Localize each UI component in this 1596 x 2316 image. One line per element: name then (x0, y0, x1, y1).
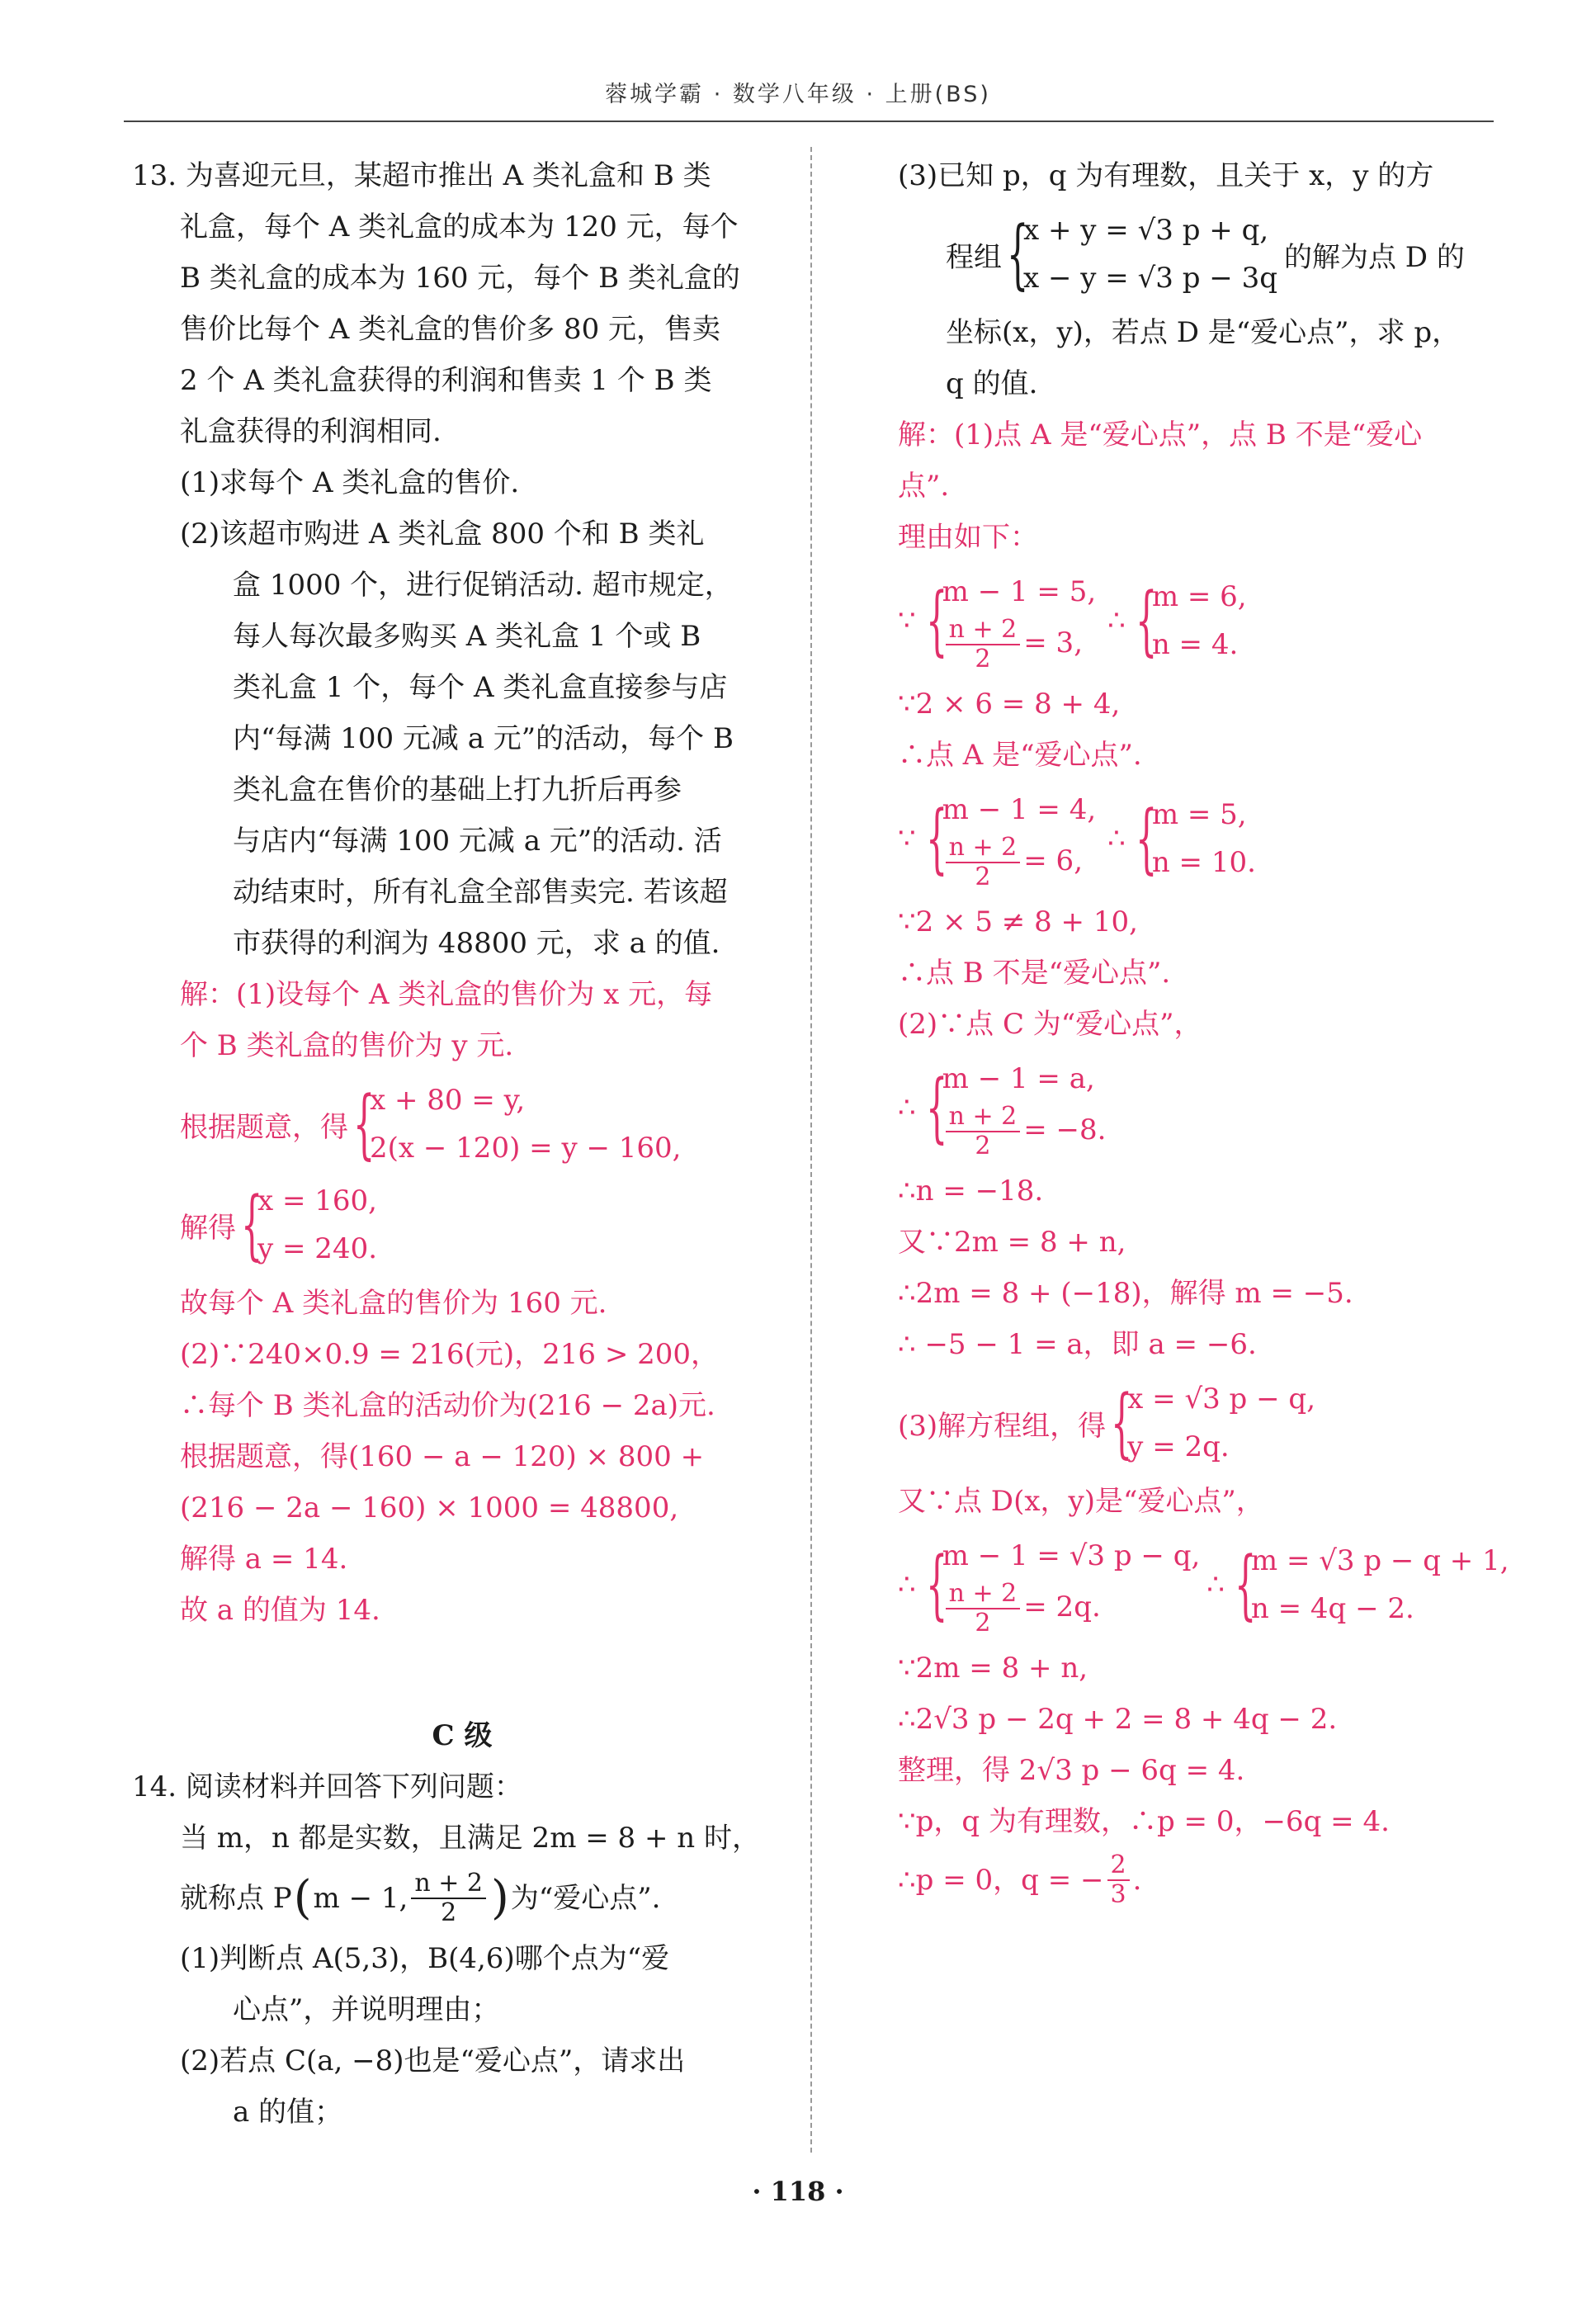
p3-sys-prefix: 程组 (946, 240, 1002, 274)
q14-part2-line-2: a 的值； (233, 2096, 343, 2129)
sol14-line-12: ∴ −5 − 1 = a，即 a = −6. (898, 1328, 1257, 1361)
system-b-row-1: m − 1 = 4, (942, 793, 1097, 826)
therefore-symbol: ∴ (898, 1568, 916, 1601)
sol13-line-5: ∴每个 B 类礼盒的活动价为(216 − 2a)元. (180, 1389, 715, 1422)
left-brace: { (925, 576, 948, 664)
q14-l3-prefix: 就称点 P (180, 1882, 292, 1915)
q14-part2-line-1: (2)若点 C(a, −8)也是“爱心点”，请求出 (180, 2044, 686, 2077)
system-b (898, 786, 1500, 891)
point-p-first: m − 1, (313, 1882, 408, 1915)
system-b-result-1: m = 5, (1151, 798, 1247, 831)
sol14-line-9: ∴n = −18. (898, 1175, 1044, 1208)
left-brace: { (1007, 210, 1029, 298)
therefore-symbol: ∴ (1107, 822, 1126, 855)
system-d (898, 1375, 1500, 1471)
left-brace: { (1234, 1540, 1257, 1628)
left-brace: { (925, 794, 948, 882)
sol13-line-6: 根据题意，得(160 − a − 120) × 800 + (180, 1440, 705, 1473)
q13-part2-line-1: (2)该超市购进 A 类礼盒 800 个和 B 类礼 (180, 518, 705, 551)
because-symbol: ∵ (898, 822, 916, 855)
system-a-row-1: m − 1 = 5, (942, 575, 1097, 608)
fraction-numerator: n + 2 (411, 1869, 486, 1899)
system-a-result-1: m = 6, (1151, 580, 1247, 613)
sol14-line-8: (2)∵点 C 为“爱心点”， (898, 1008, 1202, 1041)
q13-part2-line-5: 内“每满 100 元减 a 元”的活动，每个 B (233, 722, 734, 755)
system-d-row-2: y = 2q. (1127, 1430, 1230, 1463)
system-e-result-1: m = √3 p − q + 1, (1250, 1544, 1509, 1577)
p3-row-1: x + y = √3 p + q, (1023, 214, 1269, 247)
system-e-result-2: n = 4q − 2. (1250, 1592, 1414, 1625)
fraction (411, 1869, 486, 1927)
q14-part3-system (898, 206, 1500, 302)
q14-solution (898, 409, 1509, 1913)
system-e (898, 1532, 1509, 1638)
sol14-line-3: 理由如下： (898, 521, 1038, 554)
q13-line-5: 2 个 A 类礼盒获得的利润和售卖 1 个 B 类 (180, 364, 712, 397)
q13-part2-line-9: 市获得的利润为 48800 元，求 a 的值. (233, 927, 720, 960)
sol13-line-3: 故每个 A 类礼盒的售价为 160 元. (180, 1287, 607, 1320)
sol14-line-6: ∵2 × 5 ≠ 8 + 10, (898, 905, 1138, 938)
p3-sys-suffix: 的解为点 D 的 (1283, 240, 1465, 274)
p3-row-2: x − y = √3 p − 3q (1023, 262, 1277, 295)
sol14-line-13: 又∵点 D(x，y)是“爱心点”， (898, 1485, 1264, 1518)
q13-part2-line-3: 每人每次最多购买 A 类礼盒 1 个或 B (233, 620, 701, 653)
sys1-row-1: x + 80 = y, (370, 1084, 526, 1117)
sol14-line-11: ∴2m = 8 + (−18)，解得 m = −5. (898, 1277, 1353, 1310)
sol14-line-7: ∴点 B 不是“爱心点”. (898, 957, 1171, 990)
sol14-line-2: 点”. (898, 470, 950, 503)
q14-line-1: 14. 阅读材料并回答下列问题： (132, 1770, 522, 1803)
q14-part1-line-1: (1)判断点 A(5,3)，B(4,6)哪个点为“爱 (180, 1942, 670, 1975)
because-symbol: ∵ (898, 604, 916, 637)
fraction: $\frac{2}{3}$ (1107, 1851, 1130, 1909)
q13-part1: (1)求每个 A 类礼盒的售价. (180, 466, 520, 499)
sys2-row-2: y = 240. (257, 1232, 378, 1265)
page-number: · 118 · (752, 2176, 844, 2207)
header-rule (124, 121, 1494, 122)
sol14-line-10: 又∵2m = 8 + n, (898, 1226, 1126, 1259)
system-b-result-2: n = 10. (1151, 846, 1256, 879)
system-a-row-2: $\frac{n + 2}{2}$ = 3, (942, 616, 1097, 674)
sol13-line-8: 解得 a = 14. (180, 1543, 348, 1576)
q14-part1-line-2: 心点”，并说明理由； (233, 1993, 500, 2026)
system-a-result-2: n = 4. (1151, 628, 1239, 661)
left-brace: { (1111, 1378, 1133, 1467)
therefore-symbol: ∴ (898, 1091, 916, 1124)
sol14-line-4: ∵2 × 6 = 8 + 4, (898, 688, 1121, 721)
sol13-line-7: (216 − 2a − 160) × 1000 = 48800, (180, 1491, 679, 1524)
q13-part2-line-8: 动结束时，所有礼盒全部售卖完. 若该超 (233, 876, 728, 909)
q13-line-1: 13. 为喜迎元旦，某超市推出 A 类礼盒和 B 类 (132, 159, 711, 192)
system-d-prefix: (3)解方程组，得 (898, 1409, 1107, 1443)
q13-part2-line-6: 类礼盒在售价的基础上打九折后再参 (233, 773, 682, 806)
left-brace: { (925, 1063, 948, 1151)
left-brace: { (353, 1080, 375, 1168)
right-column (898, 150, 1509, 1913)
system-c (898, 1055, 1500, 1160)
sol13-line-2: 个 B 类礼盒的售价为 y 元. (180, 1029, 514, 1062)
q13-line-3: B 类礼盒的成本为 160 元，每个 B 类礼盒的 (180, 262, 740, 295)
q14-part3-line-4: q 的值. (946, 367, 1038, 400)
sol13-solution-system (180, 1177, 792, 1273)
column-divider (810, 147, 812, 2153)
q13-line-4: 售价比每个 A 类礼盒的售价多 80 元，售卖 (180, 313, 721, 346)
q13-part2-line-7: 与店内“每满 100 元减 a 元”的活动. 活 (233, 825, 722, 858)
sys1-row-2: 2(x − 120) = y − 160, (370, 1132, 682, 1165)
system-c-row-2: $\frac{n + 2}{2}$ = −8. (942, 1103, 1107, 1160)
q13-part2-line-2: 盒 1000 个，进行促销活动. 超市规定， (233, 569, 733, 602)
running-header: 蓉城学霸 · 数学八年级 · 上册(BS) (605, 82, 991, 107)
system-a (898, 568, 1500, 674)
sol13-line-1: 解：(1)设每个 A 类礼盒的售价为 x 元，每 (180, 978, 713, 1011)
left-brace: { (925, 1540, 948, 1628)
system-b-row-2: $\frac{n + 2}{2}$ = 6, (942, 834, 1097, 891)
left-brace: { (1135, 576, 1158, 664)
q13-line-6: 礼盒获得的利润相同. (180, 415, 441, 448)
q13-part2-line-4: 类礼盒 1 个，每个 A 类礼盒直接参与店 (233, 671, 728, 704)
sol14-line-5: ∴点 A 是“爱心点”. (898, 739, 1142, 772)
system-e-row-1: m − 1 = √3 p − q, (942, 1539, 1201, 1572)
sol14-line-16: 整理，得 2√3 p − 6q = 4. (898, 1754, 1245, 1787)
left-brace: { (241, 1180, 263, 1269)
q14-part3-line-1: (3)已知 p，q 为有理数，且关于 x，y 的方 (898, 159, 1434, 192)
sys2-row-1: x = 160, (257, 1184, 377, 1217)
sol13-equation-system (180, 1076, 792, 1172)
fraction-denominator: 2 (441, 1898, 457, 1927)
system-c-row-1: m − 1 = a, (942, 1062, 1095, 1095)
sol14-line-15: ∴2√3 p − 2q + 2 = 8 + 4q − 2. (898, 1703, 1338, 1736)
therefore-symbol: ∴ (1107, 604, 1126, 637)
sys2-prefix: 解得 (180, 1211, 236, 1245)
sol13-line-4: (2)∵240×0.9 = 216(元)，216 > 200， (180, 1338, 720, 1371)
sol13-line-9: 故 a 的值为 14. (180, 1594, 380, 1627)
sys1-prefix: 根据题意，得 (180, 1110, 348, 1144)
sol14-line-18: ∴p = 0，q = − $\frac{2}{3}$ . (898, 1850, 1142, 1909)
q13-solution (132, 969, 792, 1636)
therefore-symbol: ∴ (1206, 1568, 1225, 1601)
level-heading: C 级 (432, 1719, 493, 1752)
left-column (132, 150, 792, 2138)
sol14-line-1: 解：(1)点 A 是“爱心点”，点 B 不是“爱心 (898, 418, 1423, 451)
left-brace: { (1135, 794, 1158, 882)
sol14-line-14: ∵2m = 8 + n, (898, 1652, 1088, 1685)
q14-line-3: 就称点 P ( m − 1, $\frac{n + 2}{2}$ ) 为“爱心点”. (180, 1869, 661, 1927)
q14-line-2: 当 m，n 都是实数，且满足 2m = 8 + n 时， (180, 1822, 760, 1855)
system-d-row-1: x = √3 p − q, (1127, 1383, 1315, 1416)
q14-part3-line-3: 坐标(x，y)，若点 D 是“爱心点”，求 p， (946, 316, 1461, 349)
q13-line-2: 礼盒，每个 A 类礼盒的成本为 120 元，每个 (180, 210, 739, 243)
sol14-line-17: ∵p，q 为有理数，∴p = 0，−6q = 4. (898, 1805, 1390, 1838)
q14-l3-suffix: 为“爱心点”. (510, 1882, 661, 1915)
system-e-row-2: $\frac{n + 2}{2}$ = 2q. (942, 1580, 1201, 1638)
